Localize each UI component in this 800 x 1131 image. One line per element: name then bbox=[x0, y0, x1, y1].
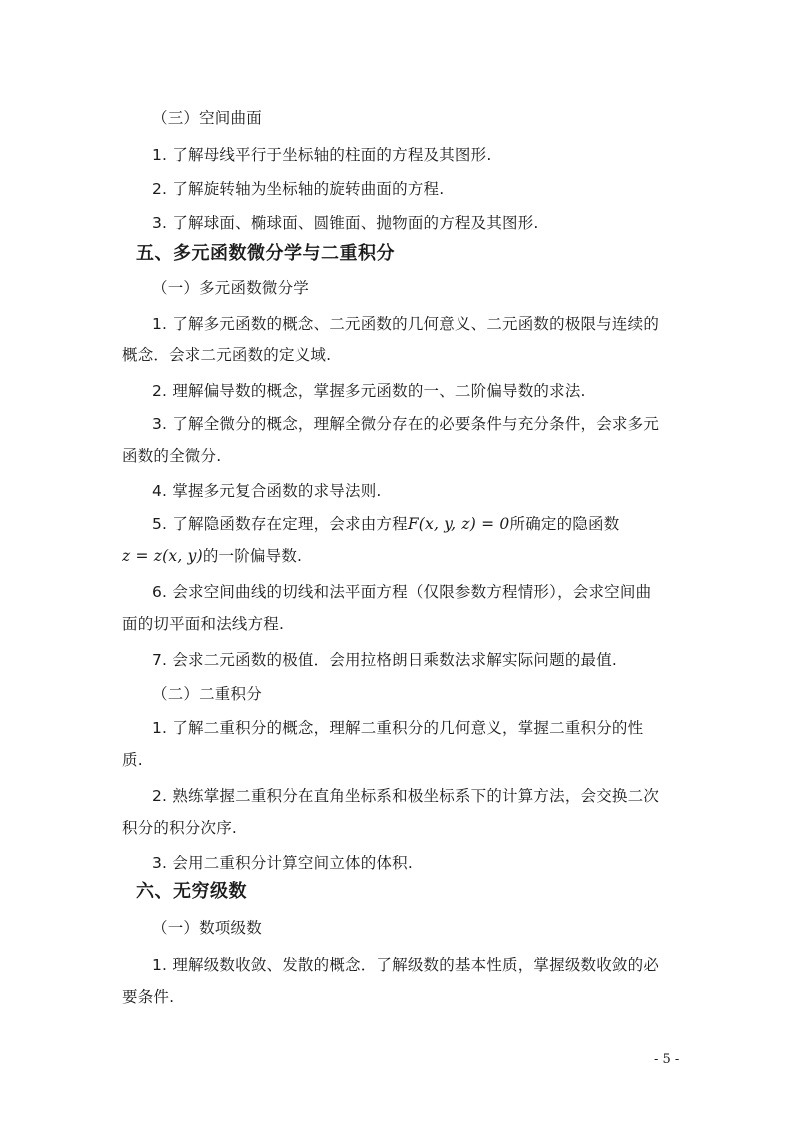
list-item-continuation bbox=[122, 546, 302, 566]
list-item-continuation: 面的切平面和法线方程. bbox=[122, 615, 285, 633]
text-span: 的一阶偏导数. bbox=[202, 547, 303, 565]
section-heading-infinite-series: 六、无穷级数 bbox=[136, 881, 247, 902]
list-item-implicit-function bbox=[152, 514, 619, 534]
subsection-title-space-surfaces: （三）空间曲面 bbox=[152, 109, 262, 127]
list-item: 3. 会用二重积分计算空间立体的体积. bbox=[152, 854, 413, 872]
text-span: 5. 了解隐函数存在定理，会求由方程 bbox=[152, 515, 408, 533]
equation: F(x, y, z) = 0 bbox=[407, 515, 510, 533]
list-item: 2. 了解旋转轴为坐标轴的旋转曲面的方程. bbox=[152, 180, 445, 198]
section-heading-multivariable: 五、多元函数微分学与二重积分 bbox=[136, 243, 395, 264]
list-item: 3. 了解全微分的概念，理解全微分存在的必要条件与充分条件，会求多元 bbox=[152, 415, 660, 433]
list-item-continuation: 函数的全微分. bbox=[122, 447, 222, 465]
text-span: 所确定的隐函数 bbox=[509, 515, 620, 533]
list-item-continuation: 要条件. bbox=[122, 988, 175, 1006]
list-item: 1. 了解多元函数的概念、二元函数的几何意义、二元函数的极限与连续的 bbox=[152, 315, 660, 333]
list-item: 1. 了解二重积分的概念，理解二重积分的几何意义，掌握二重积分的性 bbox=[152, 719, 644, 737]
list-item: 2. 理解偏导数的概念，掌握多元函数的一、二阶偏导数的求法. bbox=[152, 382, 586, 400]
subsection-title-double-integral: （二）二重积分 bbox=[152, 685, 262, 703]
list-item: 1. 理解级数收敛、发散的概念．了解级数的基本性质，掌握级数收敛的必 bbox=[152, 956, 660, 974]
list-item: 1. 了解母线平行于坐标轴的柱面的方程及其图形. bbox=[152, 146, 492, 164]
list-item: 3. 了解球面、椭球面、圆锥面、抛物面的方程及其图形. bbox=[152, 214, 539, 232]
subsection-title-numeric-series: （一）数项级数 bbox=[152, 919, 262, 937]
list-item: 6. 会求空间曲线的切线和法平面方程（仅限参数方程情形），会求空间曲 bbox=[152, 583, 652, 601]
list-item-continuation: 概念．会求二元函数的定义域. bbox=[122, 346, 332, 364]
equation: z = z(x, y) bbox=[122, 547, 203, 565]
list-item: 7. 会求二元函数的极值．会用拉格朗日乘数法求解实际问题的最值. bbox=[152, 651, 618, 669]
list-item: 2. 熟练掌握二重积分在直角坐标系和极坐标系下的计算方法，会交换二次 bbox=[152, 787, 660, 805]
list-item-continuation: 积分的积分次序. bbox=[122, 819, 238, 837]
subsection-title-multivariable-differential: （一）多元函数微分学 bbox=[152, 279, 310, 297]
list-item: 4. 掌握多元复合函数的求导法则. bbox=[152, 482, 382, 500]
list-item-continuation: 质. bbox=[122, 751, 143, 769]
page-number: - 5 - bbox=[654, 1052, 680, 1067]
